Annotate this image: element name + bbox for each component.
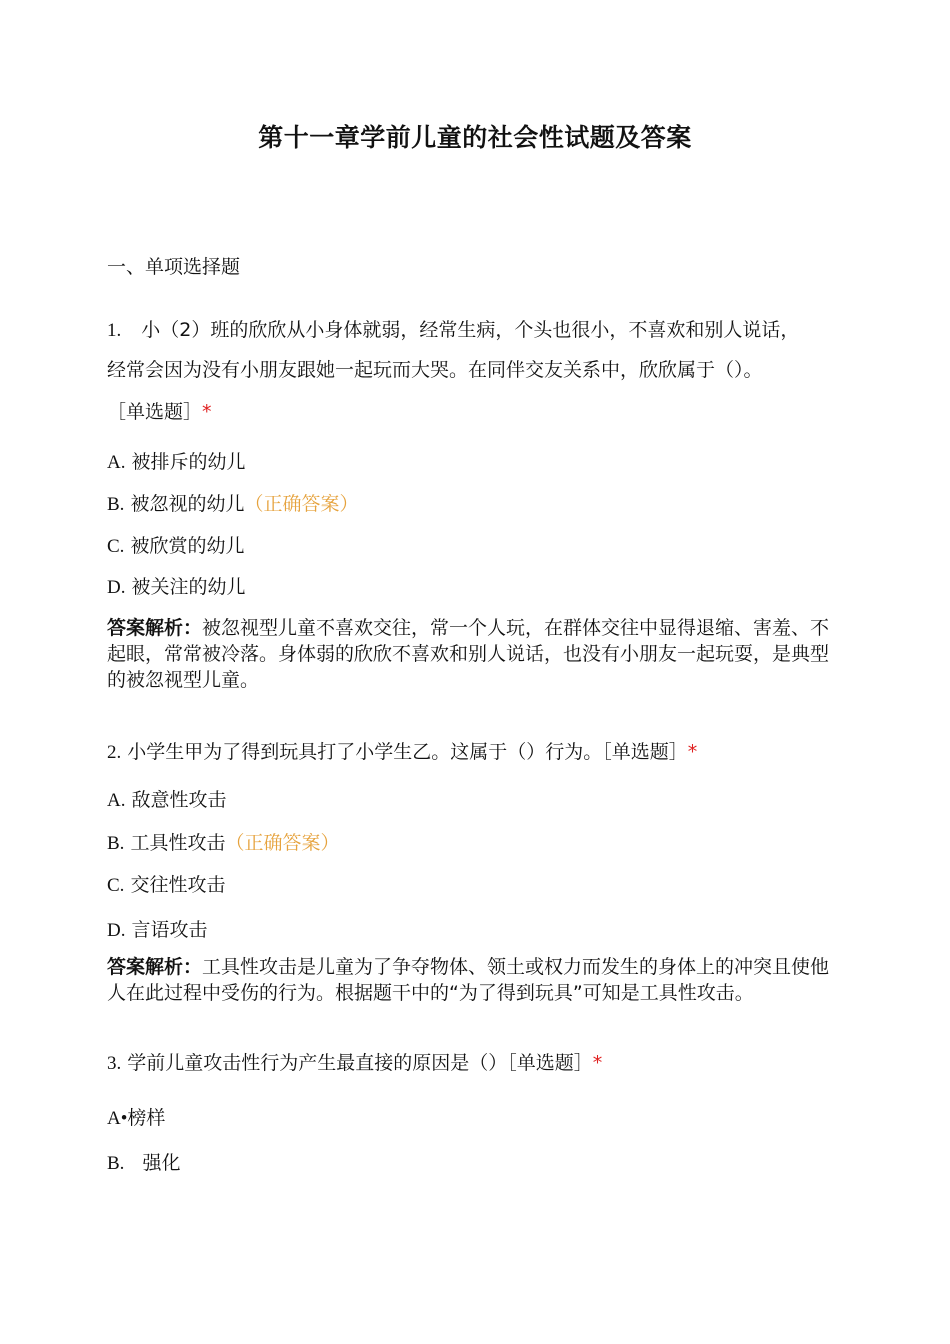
correct-answer-mark: （正确答案）: [244, 493, 359, 515]
question-number: 2.: [107, 742, 122, 763]
option-text: 被关注的幼儿: [131, 576, 246, 598]
option-text: 被忽视的幼儿: [130, 493, 245, 515]
question-type-tag: ［单选题］: [602, 741, 688, 763]
analysis-text: 工具性攻击是儿童为了争夺物体、领土或权力而发生的身体上的冲突且使他人在此过程中受伤的行为。根据题干中的“为了得到玩具”可知是工具性攻击。: [107, 956, 830, 1004]
question-2: [107, 740, 697, 765]
q2-option-c: [107, 873, 225, 898]
q2-option-d: [107, 918, 208, 943]
option-text: 被排斥的幼儿: [131, 451, 246, 473]
option-letter: D.: [107, 920, 126, 941]
option-text: 工具性攻击: [130, 832, 226, 854]
option-letter: B.: [107, 1153, 125, 1174]
q2-option-b: [107, 831, 339, 856]
analysis-label: 答案解析：: [107, 956, 203, 978]
option-text: 敌意性攻击: [131, 789, 227, 811]
question-3: [107, 1051, 602, 1076]
q3-option-a: [107, 1106, 165, 1131]
question-type-tag: ［单选题］: [507, 1052, 593, 1074]
page-title: 第十一章学前儿童的社会性试题及答案: [258, 123, 692, 152]
q2-analysis: [107, 954, 847, 1006]
option-letter: A.: [107, 452, 126, 473]
option-text: 榜样: [127, 1107, 166, 1129]
correct-answer-mark: （正确答案）: [225, 832, 340, 854]
q1-option-a: [107, 450, 246, 475]
q1-option-c: [107, 534, 244, 559]
option-letter: A.: [107, 790, 126, 811]
option-letter: B.: [107, 494, 125, 515]
required-star: *: [592, 1052, 603, 1074]
option-text: 言语攻击: [131, 919, 208, 941]
analysis-text: 被忽视型儿童不喜欢交往，常一个人玩，在群体交往中显得退缩、害羞、不起眼，常常被冷落。身体弱的欣欣不喜欢和别人说话，也没有小朋友一起玩耍，是典型的被忽视型儿童。: [107, 617, 830, 691]
option-letter: C.: [107, 875, 125, 896]
question-text: 小（2）班的欣欣从小身体就弱，经常生病，个头也很小，不喜欢和别人说话，: [141, 319, 800, 341]
required-star: *: [687, 741, 698, 763]
question-1-line-1: [107, 318, 799, 343]
question-number: 1.: [107, 320, 122, 341]
section-heading: 一、单项选择题: [107, 256, 241, 278]
option-letter: C.: [107, 536, 125, 557]
analysis-label: 答案解析：: [107, 617, 203, 639]
option-letter: A•: [107, 1108, 128, 1129]
question-1-line-2: 经常会因为没有小朋友跟她一起玩而大哭。在同伴交友关系中，欣欣属于（）。: [107, 359, 763, 381]
q1-analysis: [107, 615, 847, 693]
required-star: *: [202, 401, 212, 423]
question-number: 3.: [107, 1053, 122, 1074]
q2-option-a: [107, 788, 227, 813]
option-text: 强化: [142, 1152, 181, 1174]
question-1-type: [107, 400, 212, 424]
option-text: 被欣赏的幼儿: [130, 535, 245, 557]
q1-option-d: [107, 575, 246, 600]
question-text: 学前儿童攻击性行为产生最直接的原因是（）: [127, 1052, 508, 1074]
q3-option-b: [107, 1151, 180, 1176]
q1-option-b: [107, 492, 358, 517]
option-text: 交往性攻击: [130, 874, 226, 896]
question-type-tag: ［单选题］: [107, 401, 203, 423]
question-text: 小学生甲为了得到玩具打了小学生乙。这属于（）行为。: [127, 741, 603, 763]
option-letter: D.: [107, 577, 126, 598]
option-letter: B.: [107, 833, 125, 854]
